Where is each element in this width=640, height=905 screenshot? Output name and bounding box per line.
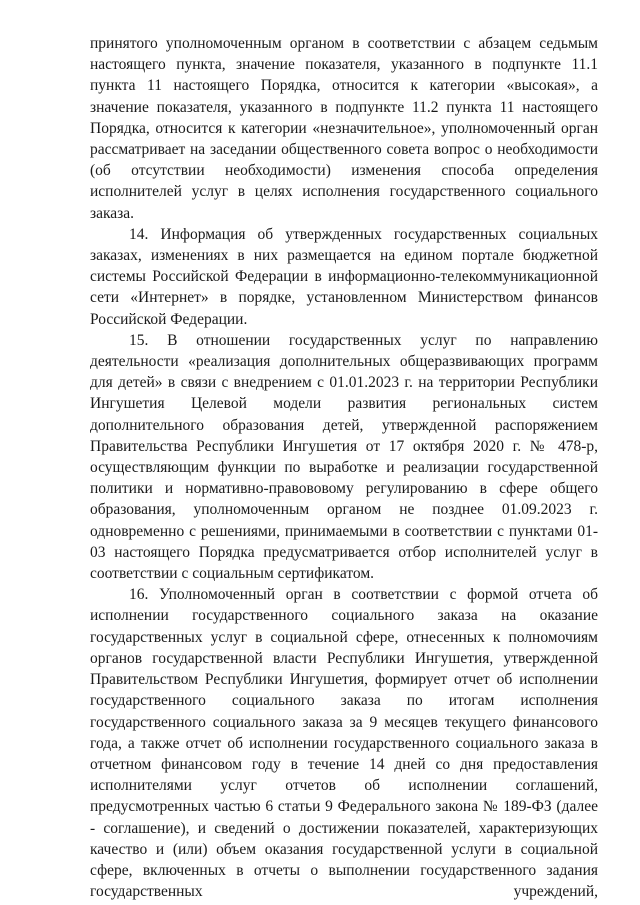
- paragraph-item-16: 16. Уполномоченный орган в соответствии с формой отчета об исполнении государственного социального заказа на оказание государственных услуг в социальной сфере, отнесенных к полномочиям органов государственной власти Республики Ингушетия, утвержденной Правительством Республики Ингушетия, формирует отчет об исполнении государственного социального заказа по итогам исполнения государственного социального заказа за 9 месяцев текущего финансового года, а также отчет об исполнении государственного социального заказа в отчетном финансовом году в течение 14 дней со дня предоставления исполнителями услуг отчетов об исполнении соглашений, предусмотренных частью 6 статьи 9 Федерального закона № 189-ФЗ (далее - соглашение), и сведений о достижении показателей, характеризующих качество и (или) объем оказания государственной услуги в социальной сфере, включенных в отчеты о выполнении государственного задания государственных учреждений,: [90, 586, 598, 901]
- paragraph-item-14: 14. Информация об утвержденных государственных социальных заказах, изменениях в них размещается на едином портале бюджетной системы Российской Федерации в информационно-телекоммуникационной сети «Интернет» в порядке, установленном Министерством финансов Российской Федерации.: [90, 225, 598, 328]
- paragraph-item-15: 15. В отношении государственных услуг по направлению деятельности «реализация дополнительных общеразвивающих программ для детей» в связи с внедрением с 01.01.2023 г. на территории Республики Ингушетия Целевой модели развития региональных систем дополнительного образования детей, утвержденной распоряжением Правительства Республики Ингушетия от 17 октября 2020 г. № 478-р, осуществляющим функции по выработке и реализации государственной политики и нормативно-правововому регулированию в сфере общего образования, уполномоченным органом не позднее 01.09.2023 г. одновременно с решениями, принимаемыми в соответствии с пунктами 01-03 настоящего Порядка предусматривается отбор исполнителей услуг в соответствии с социальным сертификатом.: [90, 331, 598, 583]
- paragraph-continuation: принятого уполномоченным органом в соответствии с абзацем седьмым настоящего пункта, значение показателя, указанного в подпункте 11.1 пункта 11 настоящего Порядка, относится к категории «высокая», а значение показателя, указанного в подпункте 11.2 пункта 11 настоящего Порядка, относится к категории «незначительное», уполномоченный орган рассматривает на заседании общественного совета вопрос о необходимости (об отсутствии необходимости) изменения способа определения исполнителей услуг в целях исполнения государственного социального заказа.: [90, 35, 598, 222]
- document-page: [90, 33, 598, 902]
